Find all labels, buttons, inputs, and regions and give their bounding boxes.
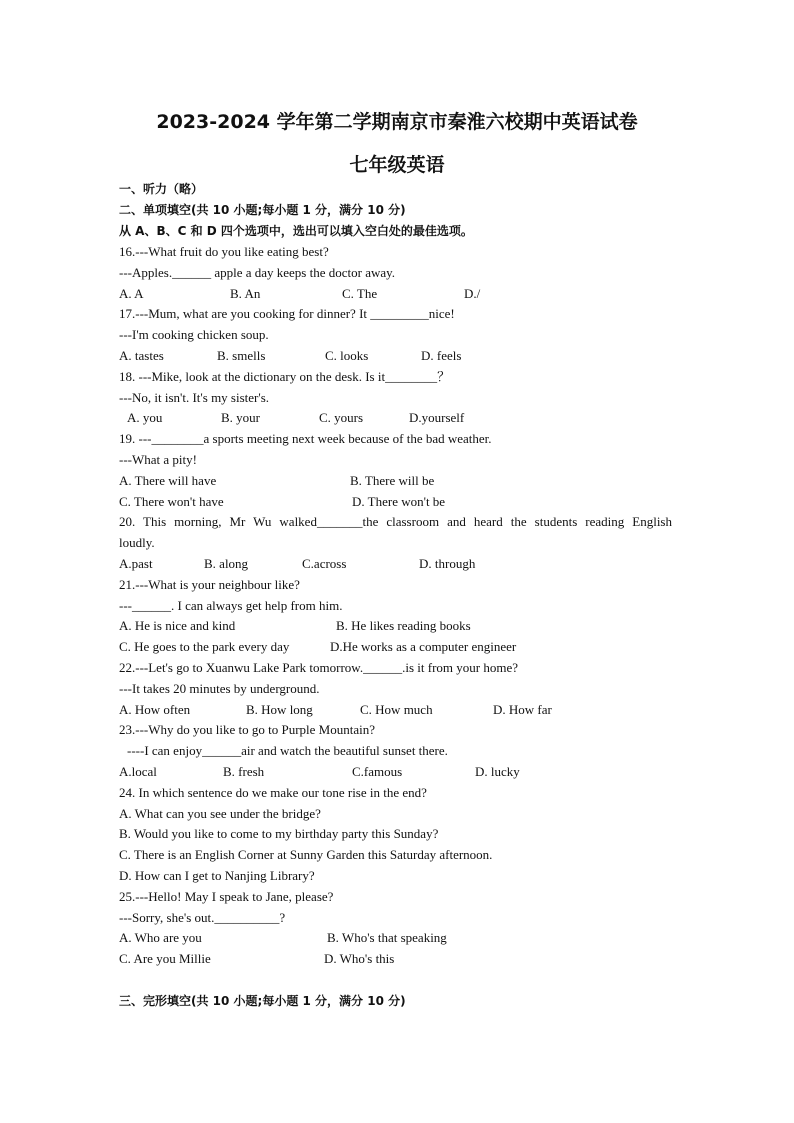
question-21-line2: ---______. I can always get help from him. [119, 598, 343, 613]
option-17-b: B. smells [217, 348, 266, 363]
option-20-a: A.past [119, 556, 153, 571]
option-17-a: A. tastes [119, 348, 164, 363]
option-21-a: A. He is nice and kind [119, 618, 236, 633]
option-23-b: B. fresh [223, 764, 265, 779]
option-21-d: D.He works as a computer engineer [330, 639, 517, 654]
option-22-a: A. How often [119, 702, 191, 717]
option-18-a: A. you [127, 410, 163, 425]
question-16: 16.---What fruit do you like eating best? [119, 244, 329, 259]
question-23: 23.---Why do you like to go to Purple Mountain? [119, 722, 375, 737]
option-19-b: B. There will be [350, 473, 435, 488]
option-22-c: C. How much [360, 702, 433, 717]
question-22: 22.---Let's go to Xuanwu Lake Park tomorrow.______.is it from your home? [119, 660, 519, 675]
option-20-c: C.across [302, 556, 347, 571]
question-18: 18. ---Mike, look at the dictionary on the desk. Is it________？ [119, 369, 451, 384]
option-21-b: B. He likes reading books [336, 618, 471, 633]
option-18-b: B. your [221, 410, 260, 425]
question-21: 21.---What is your neighbour like? [119, 577, 300, 592]
question-25: 25.---Hello! May I speak to Jane, please? [119, 889, 334, 904]
page-subtitle: 七年级英语 [349, 154, 445, 176]
option-23-c: C.famous [352, 764, 403, 779]
option-21-c: C. He goes to the park every day [119, 639, 290, 654]
page-title: 2023-2024 学年第二学期南京市秦淮六校期中英语试卷 [156, 111, 638, 133]
option-18-d: D.yourself [409, 410, 465, 425]
option-19-c: C. There won't have [119, 494, 224, 509]
option-25-b: B. Who's that speaking [327, 930, 447, 945]
question-23-line2: ----I can enjoy______air and watch the beautiful sunset there. [127, 743, 448, 758]
option-23-d: D. lucky [475, 764, 520, 779]
section-listening: 一、听力（略） [119, 182, 204, 196]
option-22-b: B. How long [246, 702, 313, 717]
question-24: 24. In which sentence do we make our tone rise in the end? [119, 785, 427, 800]
option-17-d: D. feels [421, 348, 462, 363]
option-16-c: C. The [342, 286, 378, 301]
option-25-c: C. Are you Millie [119, 951, 211, 966]
question-20-line2: loudly. [119, 535, 155, 550]
option-24-a: A. What can you see under the bridge? [119, 806, 321, 821]
question-17-line2: ---I'm cooking chicken soup. [119, 327, 269, 342]
option-16-d: D./ [464, 286, 481, 301]
question-19: 19. ---________a sports meeting next week because of the bad weather. [119, 431, 492, 446]
option-19-d: D. There won't be [352, 494, 446, 509]
option-24-d: D. How can I get to Nanjing Library? [119, 868, 315, 883]
question-16-line2: ---Apples.______ apple a day keeps the doctor away. [119, 265, 396, 280]
option-16-b: B. An [230, 286, 261, 301]
question-25-line2: ---Sorry, she's out.__________? [119, 910, 286, 925]
option-18-c: C. yours [319, 410, 364, 425]
option-24-c: C. There is an English Corner at Sunny Garden this Saturday afternoon. [119, 847, 493, 862]
question-22-line2: ---It takes 20 minutes by underground. [119, 681, 320, 696]
section-instructions: 从 A、B、C 和 D 四个选项中，选出可以填入空白处的最佳选项。 [119, 224, 473, 238]
option-20-b: B. along [204, 556, 249, 571]
option-22-d: D. How far [493, 702, 552, 717]
question-17: 17.---Mum, what are you cooking for dinner? It _________nice! [119, 306, 455, 321]
section-single-choice: 二、单项填空(共 10 小题;每小题 1 分，满分 10 分) [119, 203, 406, 217]
option-23-a: A.local [119, 764, 157, 779]
option-16-a: A. A [119, 286, 144, 301]
question-19-line2: ---What a pity! [119, 452, 197, 467]
option-19-a: A. There will have [119, 473, 217, 488]
section-cloze: 三、完形填空(共 10 小题;每小题 1 分，满分 10 分) [119, 994, 406, 1008]
option-17-c: C. looks [325, 348, 369, 363]
question-20: 20. This morning, Mr Wu walked_______the classroom and heard the students reading English [119, 514, 672, 529]
option-24-b: B. Would you like to come to my birthday party this Sunday? [119, 826, 439, 841]
option-25-d: D. Who's this [324, 951, 395, 966]
option-25-a: A. Who are you [119, 930, 202, 945]
question-18-line2: ---No, it isn't. It's my sister's. [119, 390, 270, 405]
option-20-d: D. through [419, 556, 476, 571]
